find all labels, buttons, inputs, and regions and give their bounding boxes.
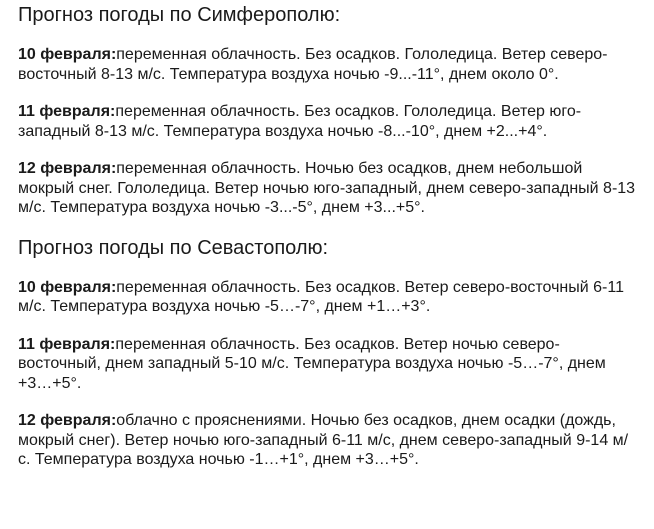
forecast-date: 12 февраля: <box>18 412 117 429</box>
forecast-date: 11 февраля: <box>18 335 116 353</box>
forecast-date: 12 февраля: <box>18 160 117 177</box>
forecast-day-sevastopol-3 <box>18 411 640 470</box>
forecast-day-simferopol-2 <box>18 102 640 141</box>
section-title-sevastopol: Прогноз погоды по Севастополю: <box>18 236 329 259</box>
section-title-simferopol: Прогноз погоды по Симферополю: <box>18 4 341 26</box>
forecast-day-sevastopol-1 <box>18 278 640 317</box>
forecast-date: 11 февраля: <box>18 103 116 120</box>
forecast-text: переменная облачность. Без осадков. Гололедица. Ветер юго-западный 8-13 м/с. Температура воздуха ночью -8...-10°, днем +2...+4°. <box>18 103 582 140</box>
forecast-text: переменная облачность. Ночью без осадков, днем небольшой мокрый снег. Гололедица. Ветер ночью юго-западный, днем северо-западный 8-13 м/с. Температура воздуха ночью -3...-5°, днем +3...+5°. <box>18 160 636 216</box>
forecast-day-sevastopol-2 <box>18 335 640 394</box>
forecast-text: переменная облачность. Без осадков. Ветер ночью северо-восточный, днем западный 5-10 м/с. Температура воздуха ночью -5…-7°, днем +3…+5°. <box>18 335 606 392</box>
forecast-date: 10 февраля: <box>18 46 117 63</box>
forecast-day-simferopol-1 <box>18 45 640 84</box>
forecast-date: 10 февраля: <box>18 278 117 296</box>
forecast-text: облачно с прояснениями. Ночью без осадков, днем осадки (дождь, мокрый снег). Ветер ночью юго-западный 6-11 м/с, днем северо-западный 9-14 м/с. Температура воздуха ночью -1…+1°, днем +3…+5°. <box>18 412 629 468</box>
forecast-text: переменная облачность. Без осадков. Гололедица. Ветер северо-восточный 8-13 м/с. Температура воздуха ночью -9...-11°, днем около 0°. <box>18 46 608 83</box>
forecast-day-simferopol-3 <box>18 159 640 218</box>
forecast-text: переменная облачность. Без осадков. Ветер северо-восточный 6-11 м/с. Температура воздуха ночью -5…-7°, днем +1…+3°. <box>18 278 624 315</box>
